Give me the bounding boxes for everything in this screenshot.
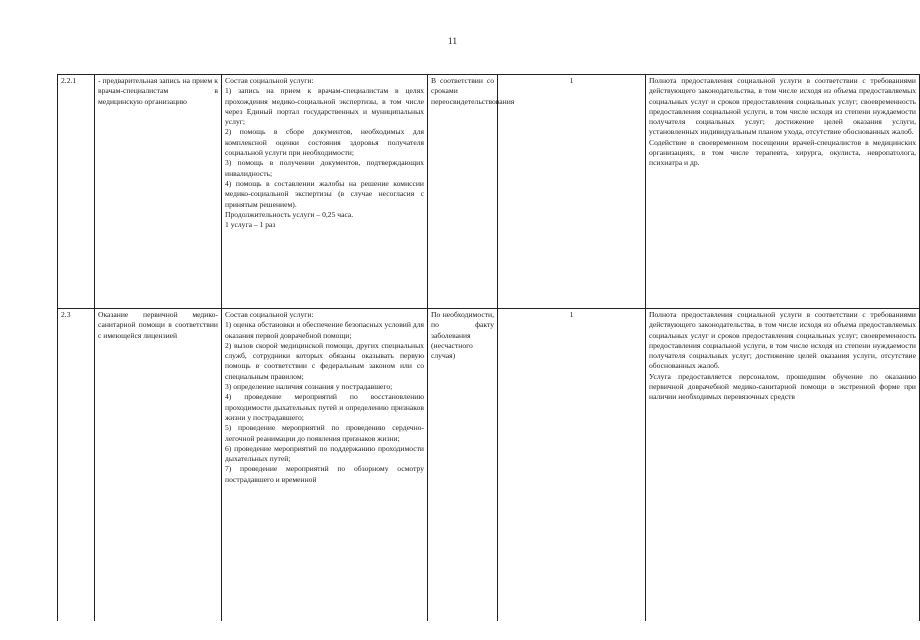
service-term: По необходимости, по факту заболевания (несчастного случая) (428, 309, 498, 622)
content-line: 1) запись на прием к врачам-специалистам в целях прохождения медико-социальной экспертизы, в том числе через Единый портал государственных и муниципальных услуг; (225, 86, 424, 127)
content-line: 3) помощь в получении документов, подтверждающих инвалидность; (225, 158, 424, 178)
service-content (222, 309, 428, 622)
content-line: 1 услуга – 1 раз (225, 220, 276, 230)
quality-line: Услуга предоставляется персоналом, прошедшим обучение по оказанию первичной доврачебной медико-санитарной помощи в экстренной форме при наличии необходимых перевязочных средств (649, 371, 916, 402)
content-line: 3) определение наличия сознания у пострадавшего; (225, 382, 393, 392)
service-count: 1 (498, 75, 646, 309)
content-line: 1) оценка обстановки и обеспечение безопасных условий для оказания первой доврачебной помощи; (225, 320, 424, 340)
content-line: Состав социальной услуги: (225, 76, 314, 85)
quality-line: Полнота предоставления социальной услуги в соответствии с требованиями действующего законодательства, в том числе исходя из объема предоставляемых социальных услуг и сроков предоставления социальных услуг; своевременность предоставления социальной услуги, в том числе исходя из степени нуждаемости получателя социальных услуг; достижение целей оказания услуги, установленных индивидуальным планом ухода, отсутствие обоснованных жалоб. (649, 76, 916, 137)
quality-line: Содействие в своевременном посещении врачей-специалистов в медицинских организациях, в том числе терапевта, хирурга, окулиста, невропатолога, психиатра и др. (649, 137, 916, 168)
table-row (58, 309, 920, 622)
content-line: 4) помощь в составлении жалобы на решение комиссии медико-социальной экспертизы (в случае несогласия с принятым решением). (225, 178, 424, 209)
service-count: 1 (498, 309, 646, 622)
content-line: 6) проведение мероприятий по поддержанию проходимости дыхательных путей; (225, 443, 424, 464)
content-line: Продолжительность услуги – 0,25 часа. (225, 209, 354, 219)
services-table (57, 74, 920, 621)
content-line: 2) помощь в сборе документов, необходимых для комплексной оценки состояния здоровья получателя социальной услуги при необходимости; (225, 127, 424, 158)
service-content (222, 75, 428, 309)
table-row (58, 75, 920, 309)
row-number: 2.3 (58, 309, 95, 622)
service-name: - предварительная запись на прием к врачам-специалистам в медицинскую организацию (95, 75, 222, 309)
row-number: 2.2.1 (58, 75, 95, 309)
content-line: 7) проведение мероприятий по обзорному осмотру пострадавшего и временной (225, 464, 424, 484)
content-line: 5) проведение мероприятий по проведению сердечно-легочной реанимации до появления признаков жизни; (225, 423, 424, 443)
page-number: 11 (447, 37, 458, 47)
quality-line: Полнота предоставления социальной услуги в соответствии с требованиями действующего законодательства, в том числе исходя из объема предоставляемых социальных услуг и сроков предоставления социальных услуг; своевременность предоставления социальной услуги, в том числе исходя из степени нуждаемости получателя социальных услуг; достижение целей оказания услуги, отсутствие обоснованных жалоб. (649, 310, 916, 371)
quality-indicators (646, 309, 920, 622)
quality-indicators (646, 75, 920, 309)
content-line: Состав социальной услуги: (225, 310, 314, 319)
content-line: 4) проведение мероприятий по восстановлению проходимости дыхательных путей и определению признаков жизни у пострадавшего; (225, 392, 424, 422)
service-term: В соответствии со сроками переосвидетельствования (428, 75, 498, 309)
service-name: Оказание первичной медико-санитарной помощи в соответствии с имеющейся лицензией (95, 309, 222, 622)
content-line: 2) вызов скорой медицинской помощи, других специальных служб, сотрудники которых обязаны оказывать первую помощь в соответствии с федеральным законом или со специальным правилом; (225, 340, 424, 381)
